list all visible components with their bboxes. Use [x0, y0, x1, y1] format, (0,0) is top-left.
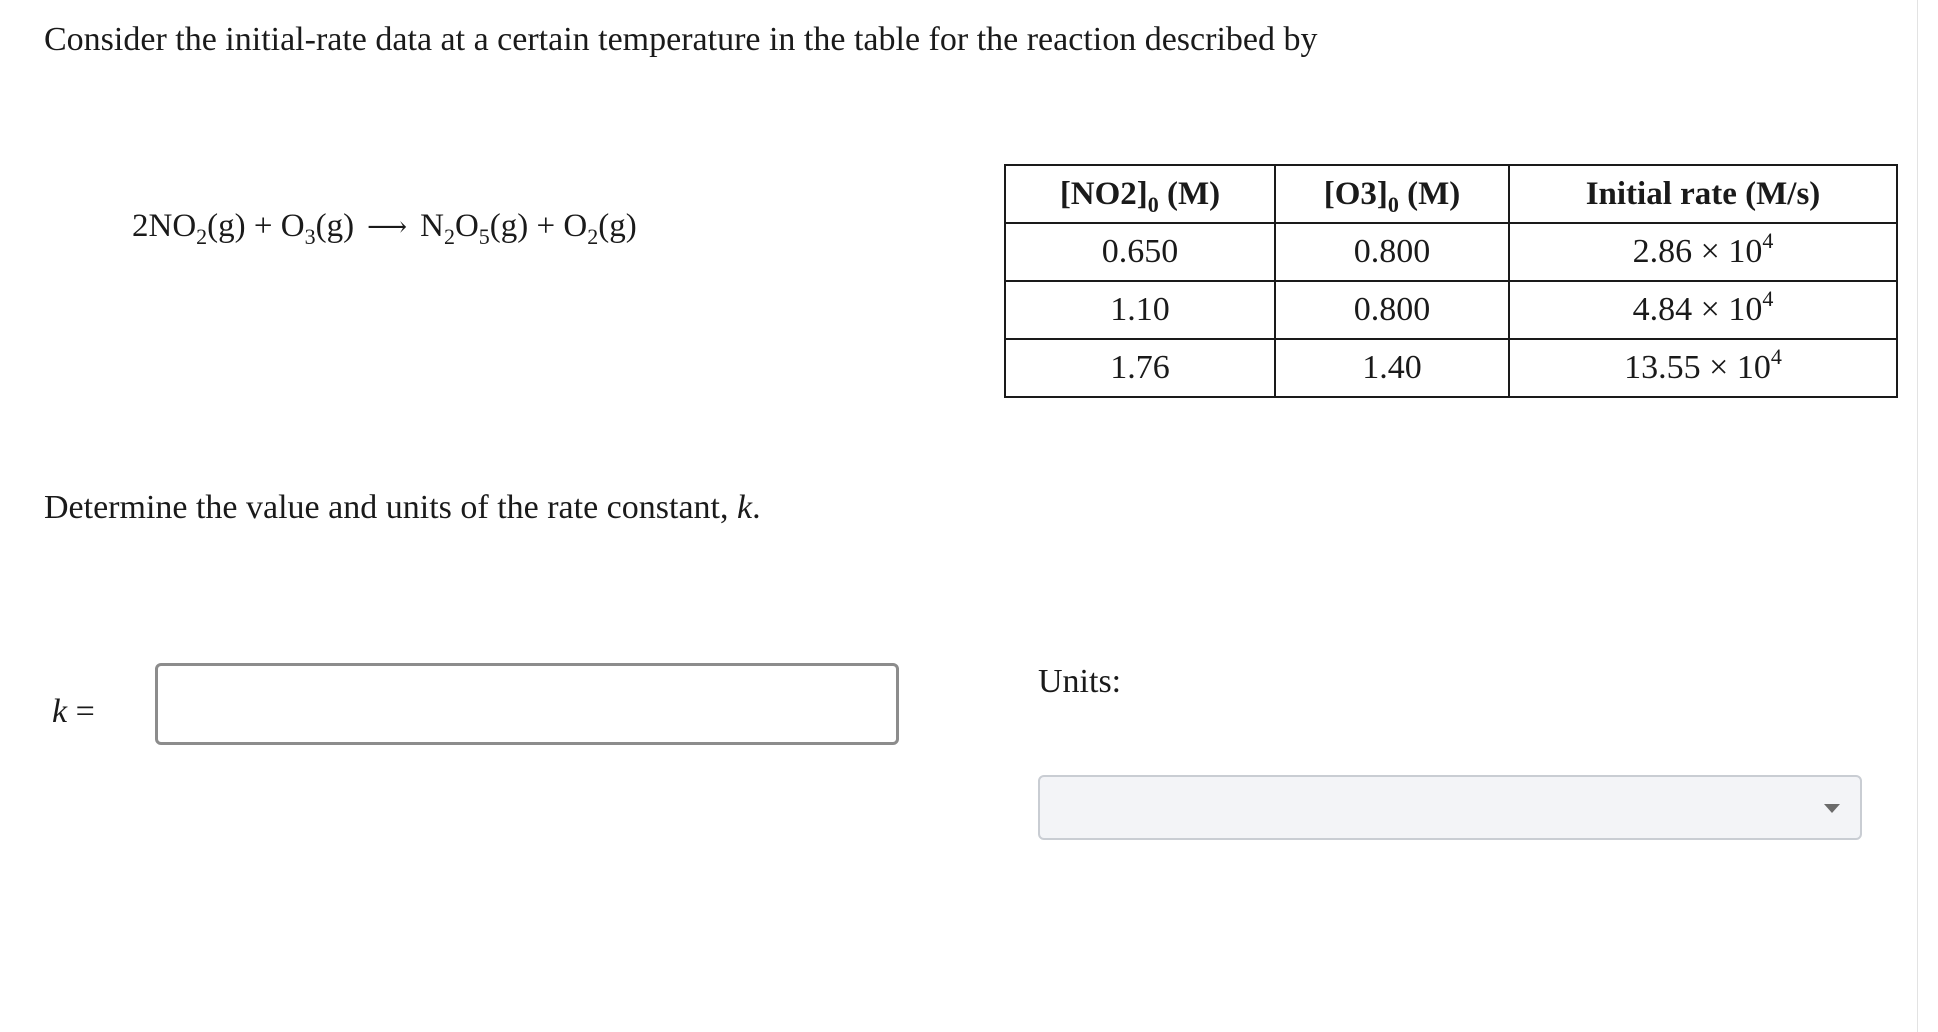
initial-rate-table	[1004, 164, 1898, 398]
eq-rhs1-sub-b: 5	[478, 224, 490, 249]
scrollbar-track[interactable]	[1917, 0, 1938, 1032]
cell-o3: 1.40	[1275, 339, 1509, 397]
eq-rhs2-sub: 2	[587, 224, 599, 249]
eq-lhs1-coef: 2	[132, 208, 149, 244]
rate-mantissa: 2.86 × 10	[1632, 233, 1763, 270]
intro-text: Consider the initial-rate data at a certain temperature in the table for the reaction described by	[44, 21, 1318, 58]
eq-lhs2-sub: 3	[304, 224, 316, 249]
cell-no2: 0.650	[1005, 223, 1275, 281]
header-no2	[1005, 165, 1275, 223]
eq-lhs1-formula: NO	[148, 208, 197, 244]
table-row	[1005, 339, 1897, 397]
k-label	[52, 690, 95, 734]
eq-lhs1-phase: (g)	[207, 208, 246, 244]
header-no2-suffix: (M)	[1158, 175, 1221, 212]
units-label: Units:	[1038, 663, 1122, 700]
eq-plus-1: +	[253, 208, 273, 244]
table-header-row	[1005, 165, 1897, 223]
cell-no2: 1.10	[1005, 281, 1275, 339]
question-variable: k	[736, 489, 753, 526]
rate-mantissa: 4.84 × 10	[1632, 291, 1763, 328]
eq-lhs1-sub: 2	[196, 224, 208, 249]
eq-rhs1-sub-a: 2	[443, 224, 455, 249]
eq-plus-2: +	[536, 208, 556, 244]
chevron-down-icon	[1824, 804, 1840, 813]
eq-rhs2-formula: O	[563, 208, 588, 244]
header-initial-rate	[1509, 165, 1897, 223]
question-period: .	[752, 489, 761, 526]
header-rate-label: Initial rate (M/s)	[1585, 175, 1821, 212]
header-no2-sub: 0	[1147, 191, 1159, 217]
units-dropdown[interactable]	[1038, 775, 1862, 840]
cell-o3: 0.800	[1275, 223, 1509, 281]
header-o3-sub: 0	[1387, 191, 1399, 217]
table-row	[1005, 223, 1897, 281]
cell-rate	[1509, 281, 1897, 339]
rate-exponent: 4	[1762, 286, 1774, 311]
rate-exponent: 4	[1770, 344, 1782, 369]
k-equals: =	[67, 693, 95, 730]
header-o3	[1275, 165, 1509, 223]
k-variable: k	[52, 693, 68, 730]
reaction-equation	[132, 204, 637, 250]
eq-lhs2-formula: O	[280, 208, 305, 244]
cell-rate	[1509, 223, 1897, 281]
question-text	[44, 486, 761, 530]
rate-mantissa: 13.55 × 10	[1624, 349, 1771, 386]
eq-rhs1-formula-b: O	[454, 208, 479, 244]
cell-o3: 0.800	[1275, 281, 1509, 339]
header-o3-prefix: [O3]	[1323, 175, 1388, 212]
table-row	[1005, 281, 1897, 339]
rate-exponent: 4	[1762, 228, 1774, 253]
cell-no2: 1.76	[1005, 339, 1275, 397]
eq-rhs1-formula-a: N	[420, 208, 444, 244]
header-no2-prefix: [NO2]	[1059, 175, 1148, 212]
eq-lhs2-phase: (g)	[315, 208, 355, 244]
header-o3-suffix: (M)	[1398, 175, 1461, 212]
eq-rhs2-phase: (g)	[598, 208, 637, 244]
reaction-arrow: ⟶	[367, 212, 408, 243]
eq-rhs1-phase: (g)	[489, 208, 529, 244]
k-value-input[interactable]	[155, 663, 899, 745]
question-body: Determine the value and units of the rate constant,	[44, 489, 737, 526]
cell-rate	[1509, 339, 1897, 397]
